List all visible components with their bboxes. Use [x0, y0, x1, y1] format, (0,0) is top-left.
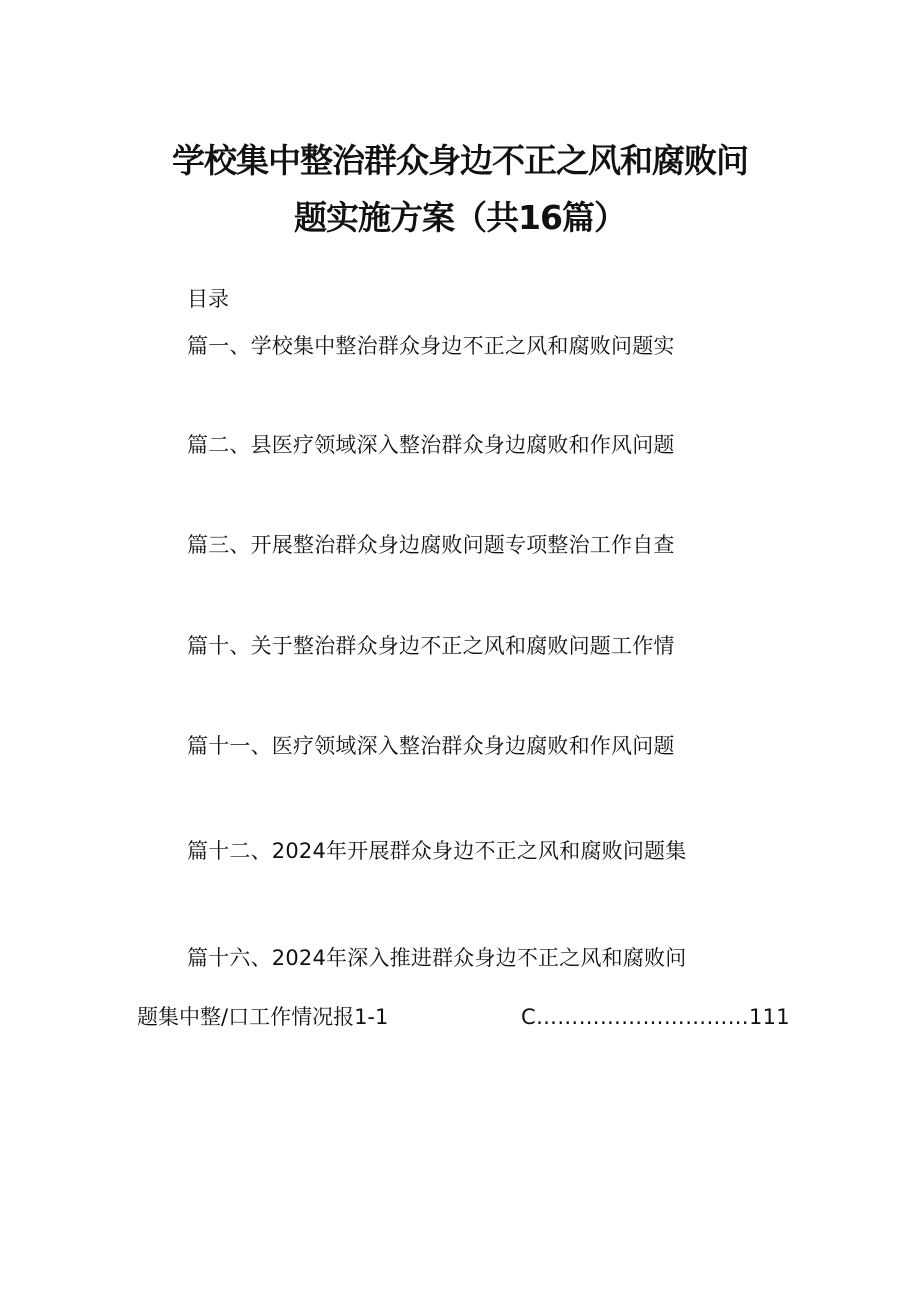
toc-item-10[interactable]: 篇十、关于整治群众身边不正之风和腐败问题工作情 [187, 634, 675, 658]
document-title-line-2: 题实施方案（共16篇） [294, 198, 626, 237]
toc-item-11[interactable]: 篇十一、医疗领域深入整治群众身边腐败和作风问题 [187, 734, 675, 758]
toc-item-16-continuation[interactable]: 题集中整/口工作情况报1-1 [137, 1005, 389, 1029]
toc-item-3[interactable]: 篇三、开展整治群众身边腐败问题专项整治工作自查 [187, 533, 675, 557]
toc-item-12[interactable]: 篇十二、2024年开展群众身边不正之风和腐败问题集 [187, 839, 687, 863]
toc-item-1[interactable]: 篇一、学校集中整治群众身边不正之风和腐败问题实 [187, 334, 675, 358]
toc-heading: 目录 [187, 287, 229, 311]
toc-item-2[interactable]: 篇二、县医疗领域深入整治群众身边腐败和作风问题 [187, 433, 675, 457]
document-title-line-1: 学校集中整治群众身边不正之风和腐败问 [172, 141, 748, 180]
toc-page-leader: C…………………………111 [521, 1005, 790, 1029]
toc-item-16[interactable]: 篇十六、2024年深入推进群众身边不正之风和腐败问 [187, 946, 687, 970]
